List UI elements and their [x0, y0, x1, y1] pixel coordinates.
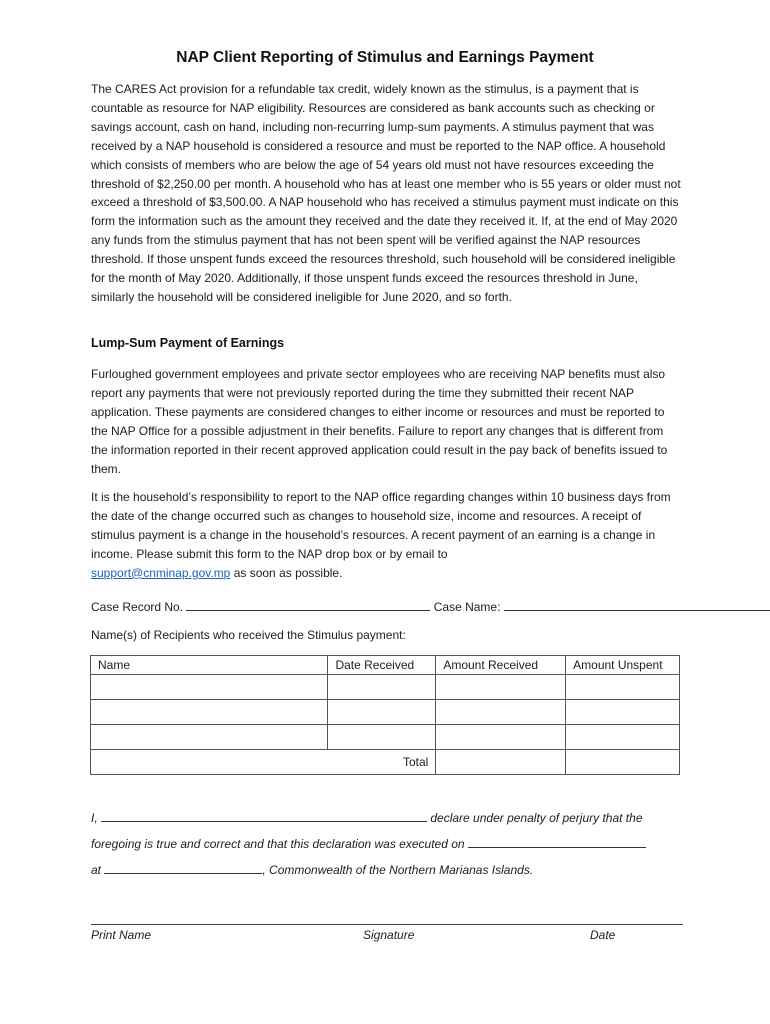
responsibility-suffix: as soon as possible. [233, 565, 343, 580]
declaration-line-3 [91, 861, 691, 877]
declaration-line-1 [91, 809, 691, 825]
header-amount-unspent: Amount Unspent [566, 656, 680, 675]
lump-sum-paragraph: Furloughed government employees and private sector employees who are receiving NAP benefits must also report any payments that were not previously reported during the time they submitted their recent NAP application. These payments are considered changes to either income or resources and must be reported to the NAP Office for a possible adjustment in their benefits. Failure to report any changes that is different from the information reported in their recent approved application could result in the pay back of benefits issued to them. [91, 367, 668, 476]
declarant-name-field[interactable] [101, 809, 427, 822]
responsibility-text: It is the household’s responsibility to report to the NAP office regarding changes within 10 business days from the date of the change occurred such as changes to household size, income and resources. A receipt of stimulus payment is a change in the household’s resources. A recent payment of an earning is a change in income. Please submit this form to the NAP drop box or by email to [91, 490, 671, 561]
table-row [91, 675, 680, 700]
amount-unspent-cell[interactable] [566, 700, 680, 725]
declaration-line-2 [91, 835, 691, 851]
case-record-field[interactable] [186, 598, 430, 611]
execution-date-field[interactable] [468, 835, 646, 848]
page-title: NAP Client Reporting of Stimulus and Earnings Payment [176, 49, 594, 66]
name-cell[interactable] [91, 700, 328, 725]
total-label: Total [91, 750, 436, 775]
date-received-cell[interactable] [328, 700, 436, 725]
recipients-table [90, 655, 680, 775]
table-header-row [91, 656, 680, 675]
date-received-cell[interactable] [328, 725, 436, 750]
name-cell[interactable] [91, 675, 328, 700]
declaration-prefix: I, [91, 811, 98, 825]
responsibility-paragraph [91, 488, 683, 583]
total-amount-received-cell[interactable] [436, 750, 566, 775]
table-total-row [91, 750, 680, 775]
signature-label: Signature [363, 928, 415, 942]
case-info-row [91, 598, 683, 614]
date-received-cell[interactable] [328, 675, 436, 700]
declaration-line3-text: , Commonwealth of the Northern Marianas Islands. [262, 863, 534, 877]
total-amount-unspent-cell[interactable] [566, 750, 680, 775]
date-label: Date [590, 928, 616, 942]
case-record-label: Case Record No. [91, 600, 184, 614]
recipients-label: Name(s) of Recipients who received the Stimulus payment: [91, 628, 406, 642]
print-name-label: Print Name [91, 928, 152, 942]
table-row [91, 725, 680, 750]
table-row [91, 700, 680, 725]
case-name-field[interactable] [504, 598, 770, 611]
header-date-received: Date Received [328, 656, 436, 675]
execution-place-field[interactable] [104, 861, 262, 874]
declaration-line1-text: declare under penalty of perjury that the [430, 811, 643, 825]
case-name-label: Case Name: [433, 600, 501, 614]
intro-paragraph: The CARES Act provision for a refundable tax credit, widely known as the stimulus, is a payment that is countable as resource for NAP eligibility. Resources are considered as bank accounts such as checking or savings account, cash on hand, including non-recurring lump-sum payments. A stimulus payment that was received by a NAP household is considered a resource and must be reported to the NAP office. A household which consists of members who are below the age of 54 years old must not have resources exceeding the threshold of $2,250.00 per month. A household who has at least one member who is 55 years or older must not exceed a threshold of $3,500.00. A NAP household who has received a stimulus payment must indicate on this form the information such as the amount they received and the date they received it. If, at the end of May 2020 any funds from the stimulus payment that has not been spent will be verified against the NAP resources threshold. If those unspent funds exceed the resources threshold, such household will be considered ineligible for the month of May 2020. Additionally, if those unspent funds exceed the resources threshold in June, similarly the household will be considered ineligible for June 2020, and so forth. [91, 82, 681, 304]
amount-unspent-cell[interactable] [566, 675, 680, 700]
header-amount-received: Amount Received [436, 656, 566, 675]
name-cell[interactable] [91, 725, 328, 750]
signature-line[interactable] [91, 924, 683, 925]
amount-received-cell[interactable] [436, 675, 566, 700]
support-email-link[interactable]: support@cnminap.gov.mp [91, 565, 231, 580]
declaration-at-label: at [91, 863, 102, 877]
declaration-line2-text: foregoing is true and correct and that this declaration was executed on [91, 837, 465, 851]
amount-received-cell[interactable] [436, 725, 566, 750]
amount-received-cell[interactable] [436, 700, 566, 725]
amount-unspent-cell[interactable] [566, 725, 680, 750]
header-name: Name [91, 656, 328, 675]
lump-sum-heading: Lump-Sum Payment of Earnings [91, 336, 285, 350]
